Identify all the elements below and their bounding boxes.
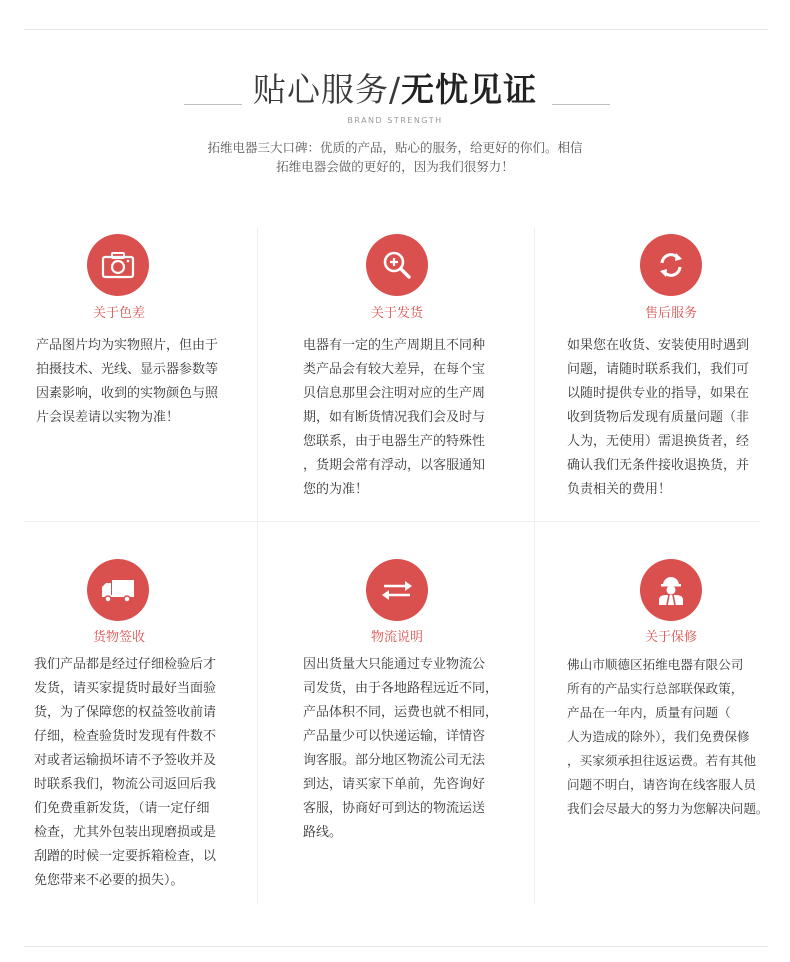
intro-line: 拓维电器会做的更好的，因为我们很努力！ (276, 159, 514, 174)
column-divider (257, 228, 258, 904)
card-body: 我们产品都是经过仔细检验后才 发货，请买家提货时最好当面验 货，为了保障您的权益签收前请 仔细，检查验货时发现有件数不 对或者运输损坏请不予签收并及 时联系我们，物流公司返回后我 们免费重新发货，（请一定仔细 检查，尤其外包装出现磨损或是 刮蹭的时候一定要拆箱检查，以 免您带来不必要的损失）。 (34, 657, 217, 888)
exchange-arrows-icon (366, 559, 428, 621)
card-body: 佛山市顺德区拓维电器有限公司 所有的产品实行总部联保政策， 产品在一年内，质量有问题（ 人为造成的除外），我们免费保修 ，买家须承担往返运费。若有其他 问题不明白，请咨询在线客服人员 我们会尽最大的努力为您解决问题。 (567, 657, 769, 816)
card-title: 货物签收 (92, 630, 145, 645)
truck-icon (87, 559, 149, 621)
title-light: 贴心服务/ (252, 70, 402, 109)
card-body: 因出货量大只能通过专业物流公 司发货，由于各地路程远近不同， 产品体积不同，运费也就不相同， 产品量少可以快递运输，详情咨 询客服。部分地区物流公司无法 到达，请买家下单前，先咨询好 客服，协商好可到达的物流运送 路线。 (303, 657, 499, 840)
worker-icon (640, 559, 702, 621)
card-body: 产品图片均为实物照片，但由于 拍摄技术、光线、显示器参数等 因素影响，收到的实物颜色与照 片会误差请以实物为准！ (36, 338, 219, 425)
card-title: 物流说明 (370, 630, 423, 645)
camera-icon (87, 234, 149, 296)
intro-line: 拓维电器三大口碑：优质的产品，贴心的服务，给更好的你们。相信 (207, 140, 583, 155)
page-title (0, 68, 790, 112)
page-subtitle: BRAND STRENGTH (347, 116, 443, 125)
title-bold: 无忧见证 (401, 70, 538, 109)
card-body: 如果您在收货、安装使用时遇到 问题，请随时联系我们，我们可 以随时提供专业的指导，如果在 收到货物后发现有质量问题（非 人为，无使用）需退换货者，经 确认我们无条件接收退换货，并 负责相关的费用！ (567, 338, 750, 497)
title-line-left (184, 104, 242, 105)
bottom-divider (24, 946, 768, 947)
column-divider (534, 228, 535, 904)
card-title: 售后服务 (644, 306, 697, 321)
card-body: 电器有一定的生产周期且不同种 类产品会有较大差异，在每个宝 贝信息那里会注明对应的生产周 期，如有断货情况我们会及时与 您联系，由于电器生产的特殊性 ，货期会常有浮动，以客服通知 您的为准！ (303, 338, 486, 497)
card-title: 关于保修 (644, 630, 697, 645)
refresh-icon (640, 234, 702, 296)
top-divider (24, 29, 768, 30)
card-title: 关于发货 (370, 306, 423, 321)
intro-text (180, 138, 610, 176)
card-title: 关于色差 (92, 306, 145, 321)
magnifier-plus-icon (366, 234, 428, 296)
row-divider (24, 521, 760, 522)
title-line-right (552, 104, 610, 105)
